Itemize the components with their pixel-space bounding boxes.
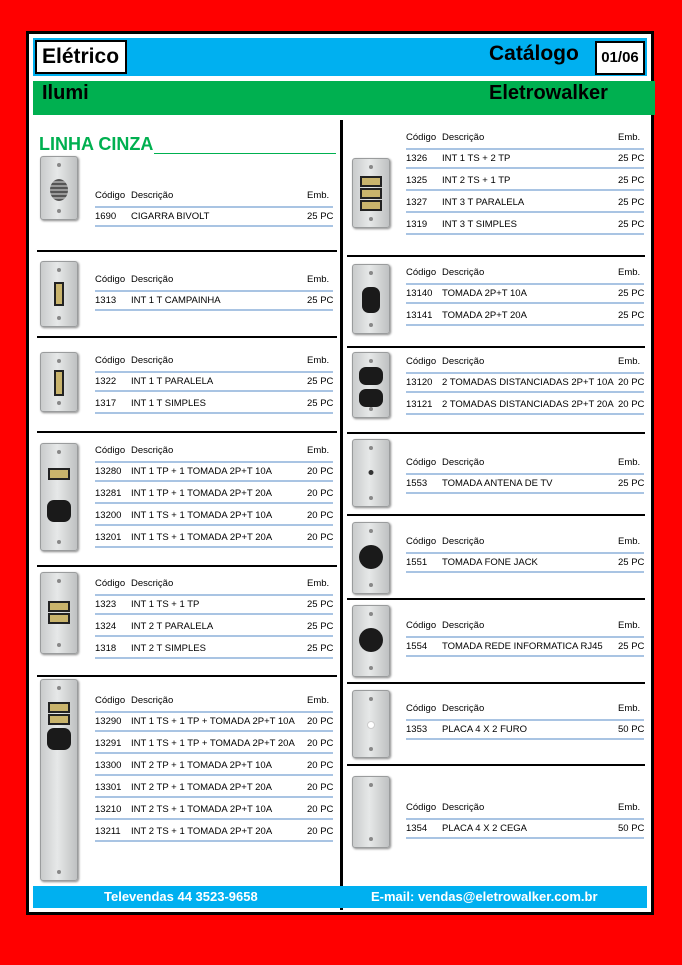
plate-component — [48, 468, 70, 480]
code-header: Código — [406, 703, 437, 714]
plate-component — [54, 282, 64, 306]
plate-component — [359, 389, 383, 407]
plate-component — [48, 702, 70, 713]
code-header: Código — [95, 578, 126, 589]
product-pack: 25 PC — [307, 211, 334, 222]
table-header — [95, 273, 333, 292]
plate-component — [367, 721, 375, 729]
section-title: LINHA CINZA — [39, 134, 154, 154]
table-row — [95, 618, 333, 637]
product-pack: 25 PC — [618, 641, 645, 652]
description-header: Descrição — [442, 356, 485, 367]
table-row — [406, 150, 644, 169]
section-divider — [37, 336, 337, 338]
table-row — [95, 373, 333, 392]
table-row — [406, 396, 644, 415]
table-row — [406, 820, 644, 839]
pack-header: Emb. — [618, 457, 641, 468]
product-pack: 25 PC — [618, 175, 645, 186]
table-row — [406, 172, 644, 191]
table-row — [95, 779, 333, 798]
page-category: Elétrico — [35, 40, 127, 74]
brand-left: Ilumi — [42, 82, 89, 104]
product-description: INT 2 TS + 1 TP — [442, 175, 511, 186]
double-switch-plate-icon — [40, 572, 78, 654]
description-header: Descrição — [442, 620, 485, 631]
product-pack: 25 PC — [618, 478, 645, 489]
product-pack: 25 PC — [618, 219, 645, 230]
table-header — [406, 456, 644, 475]
product-code: 13121 — [406, 399, 433, 410]
plate-component — [360, 188, 382, 199]
product-description: INT 1 TS + 1 TOMADA 2P+T 10A — [131, 510, 273, 521]
code-header: Código — [406, 457, 437, 468]
plate-component — [359, 545, 383, 569]
phone-jack-plate-icon — [352, 522, 390, 594]
product-pack: 20 PC — [307, 716, 334, 727]
code-header: Código — [406, 267, 437, 278]
plate-component — [48, 714, 70, 725]
table-header — [406, 702, 644, 721]
table-row — [95, 529, 333, 548]
table-row — [406, 374, 644, 393]
table-row — [95, 735, 333, 754]
table-header — [406, 131, 644, 150]
socket-plate-icon — [352, 264, 390, 334]
product-code: 1354 — [406, 823, 428, 834]
pack-header: Emb. — [618, 356, 641, 367]
table-header — [95, 189, 333, 208]
table-header — [95, 444, 333, 463]
plate-component — [47, 728, 71, 750]
product-description: INT 2 T PARALELA — [131, 621, 214, 632]
product-pack: 20 PC — [618, 399, 645, 410]
section-divider — [37, 675, 337, 677]
description-header: Descrição — [442, 703, 485, 714]
product-description: INT 1 TS + 1 TP + TOMADA 2P+T 20A — [131, 738, 295, 749]
product-pack: 20 PC — [307, 782, 334, 793]
double-switch-socket-plate-icon — [40, 679, 78, 881]
product-code: 1690 — [95, 211, 117, 222]
product-pack: 20 PC — [307, 826, 334, 837]
plate-component — [360, 176, 382, 187]
table-row — [95, 596, 333, 615]
description-header: Descrição — [131, 578, 174, 589]
table-row — [95, 208, 333, 227]
plate-component — [54, 370, 64, 396]
table-row — [406, 554, 644, 573]
pack-header: Emb. — [307, 445, 330, 456]
footer-email: E-mail: vendas@eletrowalker.com.br — [371, 889, 598, 904]
product-pack: 20 PC — [307, 488, 334, 499]
footer-phone: Televendas 44 3523-9658 — [104, 889, 258, 904]
product-description: PLACA 4 X 2 FURO — [442, 724, 528, 735]
description-header: Descrição — [131, 695, 174, 706]
pack-header: Emb. — [307, 274, 330, 285]
product-pack: 25 PC — [618, 310, 645, 321]
product-pack: 50 PC — [618, 823, 645, 834]
code-header: Código — [95, 274, 126, 285]
code-header: Código — [406, 356, 437, 367]
pack-header: Emb. — [307, 355, 330, 366]
section-divider — [347, 255, 645, 257]
product-code: 13210 — [95, 804, 122, 815]
pack-header: Emb. — [618, 703, 641, 714]
product-code: 13201 — [95, 532, 122, 543]
table-header — [95, 577, 333, 596]
table-row — [95, 485, 333, 504]
product-code: 13140 — [406, 288, 433, 299]
description-header: Descrição — [131, 274, 174, 285]
code-header: Código — [406, 802, 437, 813]
product-description: INT 1 TP + 1 TOMADA 2P+T 10A — [131, 466, 272, 477]
rj45-plate-icon — [352, 605, 390, 677]
product-pack: 20 PC — [307, 804, 334, 815]
section-divider — [347, 432, 645, 434]
product-description: INT 1 T CAMPAINHA — [131, 295, 221, 306]
description-header: Descrição — [442, 267, 485, 278]
section-underline — [154, 153, 336, 154]
product-description: INT 1 T PARALELA — [131, 376, 214, 387]
product-code: 13141 — [406, 310, 433, 321]
product-pack: 25 PC — [618, 153, 645, 164]
tv-antenna-plate-icon — [352, 439, 390, 507]
code-header: Código — [95, 695, 126, 706]
catalog-title: Catálogo — [489, 42, 579, 65]
bell-switch-plate-icon — [40, 261, 78, 327]
table-row — [406, 216, 644, 235]
product-pack: 50 PC — [618, 724, 645, 735]
product-description: TOMADA REDE INFORMATICA RJ45 — [442, 641, 603, 652]
table-row — [95, 463, 333, 482]
product-description: TOMADA 2P+T 10A — [442, 288, 527, 299]
product-description: INT 2 TP + 1 TOMADA 2P+T 10A — [131, 760, 272, 771]
plate-component — [50, 179, 68, 201]
product-code: 1353 — [406, 724, 428, 735]
plate-component — [359, 628, 383, 652]
product-code: 1553 — [406, 478, 428, 489]
brand-right: Eletrowalker — [489, 82, 608, 104]
product-pack: 25 PC — [307, 599, 334, 610]
product-description: INT 2 TP + 1 TOMADA 2P+T 20A — [131, 782, 272, 793]
pack-header: Emb. — [618, 267, 641, 278]
pack-header: Emb. — [618, 802, 641, 813]
product-pack: 20 PC — [307, 510, 334, 521]
pack-header: Emb. — [618, 536, 641, 547]
product-code: 13281 — [95, 488, 122, 499]
product-code: 1319 — [406, 219, 428, 230]
section-divider — [347, 764, 645, 766]
product-description: PLACA 4 X 2 CEGA — [442, 823, 528, 834]
description-header: Descrição — [442, 457, 485, 468]
code-header: Código — [95, 190, 126, 201]
product-code: 1554 — [406, 641, 428, 652]
product-code: 13301 — [95, 782, 122, 793]
page-inner — [29, 34, 651, 912]
code-header: Código — [95, 355, 126, 366]
table-row — [406, 307, 644, 326]
product-pack: 25 PC — [307, 376, 334, 387]
table-row — [95, 713, 333, 732]
section-divider — [347, 682, 645, 684]
product-pack: 25 PC — [307, 295, 334, 306]
product-pack: 20 PC — [618, 377, 645, 388]
product-code: 13200 — [95, 510, 122, 521]
product-code: 1325 — [406, 175, 428, 186]
product-code: 13120 — [406, 377, 433, 388]
page-number: 01/06 — [595, 41, 645, 75]
plate-component — [360, 200, 382, 211]
product-pack: 25 PC — [618, 557, 645, 568]
section-divider — [347, 346, 645, 348]
product-pack: 20 PC — [307, 466, 334, 477]
section-divider — [37, 431, 337, 433]
product-description: CIGARRA BIVOLT — [131, 211, 210, 222]
hole-plate-icon — [352, 690, 390, 758]
description-header: Descrição — [131, 190, 174, 201]
product-description: INT 2 TS + 1 TOMADA 2P+T 10A — [131, 804, 273, 815]
product-description: INT 1 TS + 1 TP + TOMADA 2P+T 10A — [131, 716, 295, 727]
table-header — [95, 694, 333, 713]
product-pack: 20 PC — [307, 532, 334, 543]
plate-component — [359, 367, 383, 385]
table-row — [406, 721, 644, 740]
product-code: 13211 — [95, 826, 121, 837]
buzzer-plate-icon — [40, 156, 78, 220]
code-header: Código — [95, 445, 126, 456]
table-row — [406, 475, 644, 494]
product-description: INT 1 TS + 2 TP — [442, 153, 511, 164]
single-switch-plate-icon — [40, 352, 78, 412]
product-description: 2 TOMADAS DISTANCIADAS 2P+T 20A — [442, 399, 614, 410]
table-row — [406, 638, 644, 657]
description-header: Descrição — [131, 355, 174, 366]
product-code: 1317 — [95, 398, 117, 409]
table-header — [406, 619, 644, 638]
product-code: 1323 — [95, 599, 117, 610]
product-code: 13291 — [95, 738, 122, 749]
blank-plate-icon — [352, 776, 390, 848]
plate-component — [48, 601, 70, 612]
triple-switch-plate-icon — [352, 158, 390, 228]
table-row — [95, 292, 333, 311]
pack-header: Emb. — [307, 695, 330, 706]
product-code: 13290 — [95, 716, 122, 727]
catalog-page — [26, 31, 654, 915]
table-row — [406, 285, 644, 304]
plate-component — [369, 470, 374, 475]
product-pack: 25 PC — [307, 621, 334, 632]
table-header — [406, 535, 644, 554]
product-pack: 25 PC — [618, 288, 645, 299]
product-description: 2 TOMADAS DISTANCIADAS 2P+T 10A — [442, 377, 614, 388]
product-description: INT 1 TS + 1 TP — [131, 599, 200, 610]
product-description: INT 1 TP + 1 TOMADA 2P+T 20A — [131, 488, 272, 499]
table-row — [95, 640, 333, 659]
table-row — [406, 194, 644, 213]
product-pack: 25 PC — [307, 643, 334, 654]
description-header: Descrição — [442, 536, 485, 547]
table-header — [406, 266, 644, 285]
product-code: 1551 — [406, 557, 428, 568]
table-row — [95, 757, 333, 776]
product-code: 1324 — [95, 621, 117, 632]
product-code: 13300 — [95, 760, 122, 771]
plate-component — [362, 287, 380, 313]
section-divider — [347, 598, 645, 600]
product-description: INT 2 TS + 1 TOMADA 2P+T 20A — [131, 826, 273, 837]
table-header — [406, 801, 644, 820]
product-description: TOMADA 2P+T 20A — [442, 310, 527, 321]
plate-component — [48, 613, 70, 624]
table-header — [95, 354, 333, 373]
product-description: TOMADA ANTENA DE TV — [442, 478, 553, 489]
switch-socket-plate-icon — [40, 443, 78, 551]
description-header: Descrição — [131, 445, 174, 456]
table-header — [406, 355, 644, 374]
table-row — [95, 823, 333, 842]
product-code: 1313 — [95, 295, 117, 306]
section-divider — [347, 514, 645, 516]
product-code: 1322 — [95, 376, 117, 387]
product-pack: 20 PC — [307, 760, 334, 771]
product-description: INT 1 TS + 1 TOMADA 2P+T 20A — [131, 532, 273, 543]
product-pack: 25 PC — [618, 197, 645, 208]
code-header: Código — [406, 620, 437, 631]
table-row — [95, 395, 333, 414]
pack-header: Emb. — [618, 132, 641, 143]
product-code: 1318 — [95, 643, 117, 654]
description-header: Descrição — [442, 802, 485, 813]
pack-header: Emb. — [307, 190, 330, 201]
code-header: Código — [406, 536, 437, 547]
product-code: 1326 — [406, 153, 428, 164]
column-divider — [340, 120, 343, 910]
product-description: TOMADA FONE JACK — [442, 557, 538, 568]
product-pack: 20 PC — [307, 738, 334, 749]
product-description: INT 3 T SIMPLES — [442, 219, 517, 230]
pack-header: Emb. — [618, 620, 641, 631]
product-description: INT 3 T PARALELA — [442, 197, 525, 208]
table-row — [95, 507, 333, 526]
product-description: INT 1 T SIMPLES — [131, 398, 206, 409]
product-description: INT 2 T SIMPLES — [131, 643, 206, 654]
section-divider — [37, 250, 337, 252]
product-pack: 25 PC — [307, 398, 334, 409]
section-divider — [37, 565, 337, 567]
plate-component — [47, 500, 71, 522]
description-header: Descrição — [442, 132, 485, 143]
code-header: Código — [406, 132, 437, 143]
pack-header: Emb. — [307, 578, 330, 589]
double-socket-plate-icon — [352, 352, 390, 418]
table-row — [95, 801, 333, 820]
product-code: 13280 — [95, 466, 122, 477]
product-code: 1327 — [406, 197, 428, 208]
